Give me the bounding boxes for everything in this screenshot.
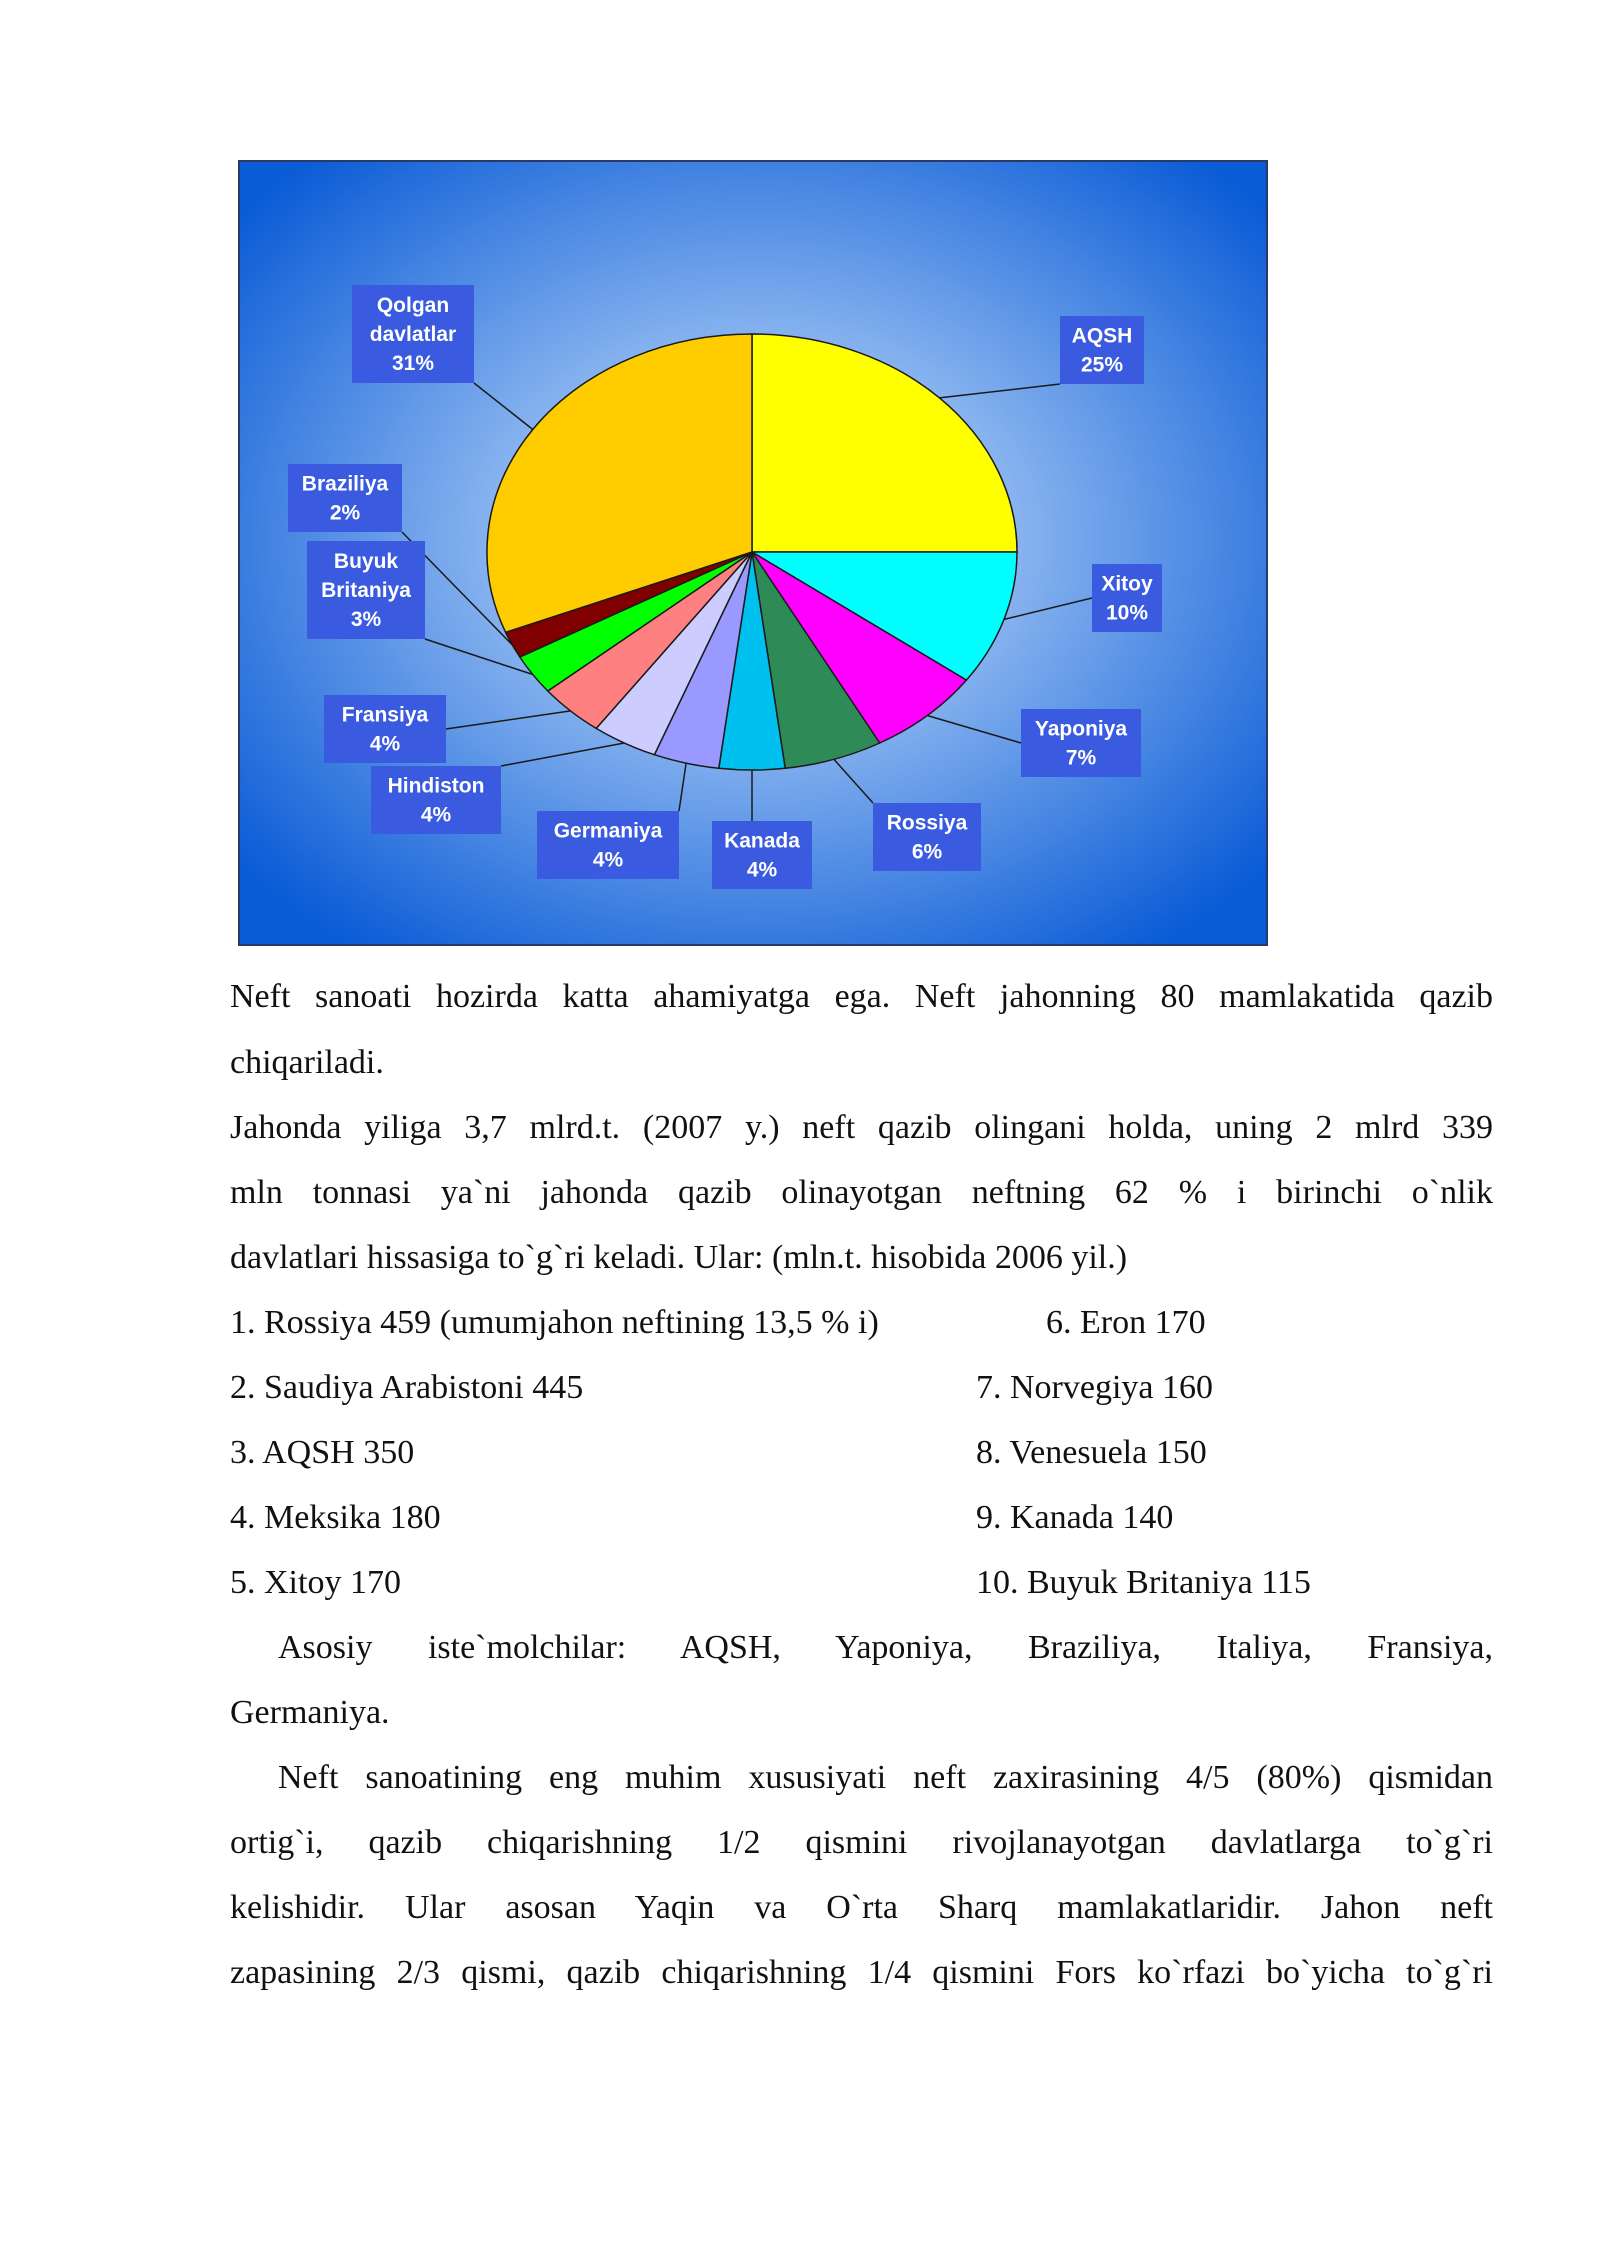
p2-line3: davlatlari hissasiga to`g`ri keladi. Ular: (mln.t. hisobida 2006 yil.)	[230, 1239, 1128, 1276]
slice-name-label: Hindiston	[387, 774, 485, 798]
list-item: 1. Rossiya 459 (umumjahon neftining 13,5 % i)	[230, 1304, 879, 1341]
slice-percent-label: 2%	[329, 501, 361, 525]
p3-line2: Germaniya.	[230, 1694, 390, 1731]
slice-percent-label: 6%	[911, 840, 943, 864]
slice-percent-label: 31%	[391, 352, 435, 375]
pie-slices	[487, 334, 1017, 770]
slice-name-label: Britaniya	[321, 579, 411, 602]
list-item: 6. Eron 170	[1046, 1304, 1206, 1341]
p1-line1: Neft sanoati hozirda katta ahamiyatga ega. Neft jahonning 80 mamlakatida qazib	[230, 978, 1493, 1015]
slice-name-label: Braziliya	[301, 472, 389, 496]
slice-percent-label: 25%	[1080, 353, 1124, 377]
list-item: 4. Meksika 180	[230, 1499, 441, 1536]
slice-percent-label: 3%	[350, 608, 382, 631]
list-item: 7. Norvegiya 160	[976, 1369, 1214, 1406]
list-item: 2. Saudiya Arabistoni 445	[230, 1369, 584, 1406]
slice-name-label: Fransiya	[341, 703, 429, 727]
slice-name-label: Yaponiya	[1034, 717, 1128, 741]
list-item: 9. Kanada 140	[976, 1499, 1174, 1536]
list-item: 8. Venesuela 150	[976, 1434, 1207, 1471]
p4-line3: kelishidir. Ular asosan Yaqin va O`rta Sharq mamlakatlaridir. Jahon neft	[230, 1889, 1493, 1926]
slice-name-label: Buyuk	[333, 550, 399, 573]
list-item: 5. Xitoy 170	[230, 1564, 401, 1601]
slice-name-label: Germaniya	[553, 819, 663, 843]
slice-name-label: davlatlar	[369, 323, 457, 346]
list-item: 3. AQSH 350	[230, 1434, 415, 1471]
slice-percent-label: 7%	[1065, 746, 1097, 770]
oil-production-pie-chart	[238, 160, 1268, 946]
p4-line1: Neft sanoatining eng muhim xususiyati neft zaxirasining 4/5 (80%) qismidan	[278, 1759, 1493, 1796]
list-item: 10. Buyuk Britaniya 115	[976, 1564, 1311, 1601]
slice-percent-label: 4%	[420, 803, 452, 827]
slice-percent-label: 10%	[1105, 601, 1149, 625]
slice-name-label: Xitoy	[1101, 572, 1153, 596]
slice-percent-label: 4%	[746, 858, 778, 882]
p1-line2: chiqariladi.	[230, 1044, 384, 1081]
slice-percent-label: 4%	[592, 848, 624, 872]
p2-line1: Jahonda yiliga 3,7 mlrd.t. (2007 y.) neft qazib olingani holda, uning 2 mlrd 339	[230, 1109, 1493, 1146]
p4-line4: zapasining 2/3 qismi, qazib chiqarishning 1/4 qismini Fors ko`rfazi bo`yicha to`g`ri	[230, 1954, 1493, 1991]
slice-name-label: Kanada	[724, 829, 800, 853]
body-text	[230, 964, 1493, 2014]
slice-name-label: Qolgan	[376, 294, 450, 317]
slice-percent-label: 4%	[369, 732, 401, 756]
p4-line2: ortig`i, qazib chiqarishning 1/2 qismini rivojlanayotgan davlatlarga to`g`ri	[230, 1824, 1493, 1861]
pie-svg	[240, 162, 1268, 946]
slice-name-label: Rossiya	[886, 811, 968, 835]
p3-line1: Asosiy iste`molchilar: AQSH, Yaponiya, Braziliya, Italiya, Fransiya,	[278, 1629, 1493, 1666]
p2-line2: mln tonnasi ya`ni jahonda qazib olinayotgan neftning 62 % i birinchi o`nlik	[230, 1174, 1493, 1211]
slice-name-label: AQSH	[1071, 324, 1133, 348]
